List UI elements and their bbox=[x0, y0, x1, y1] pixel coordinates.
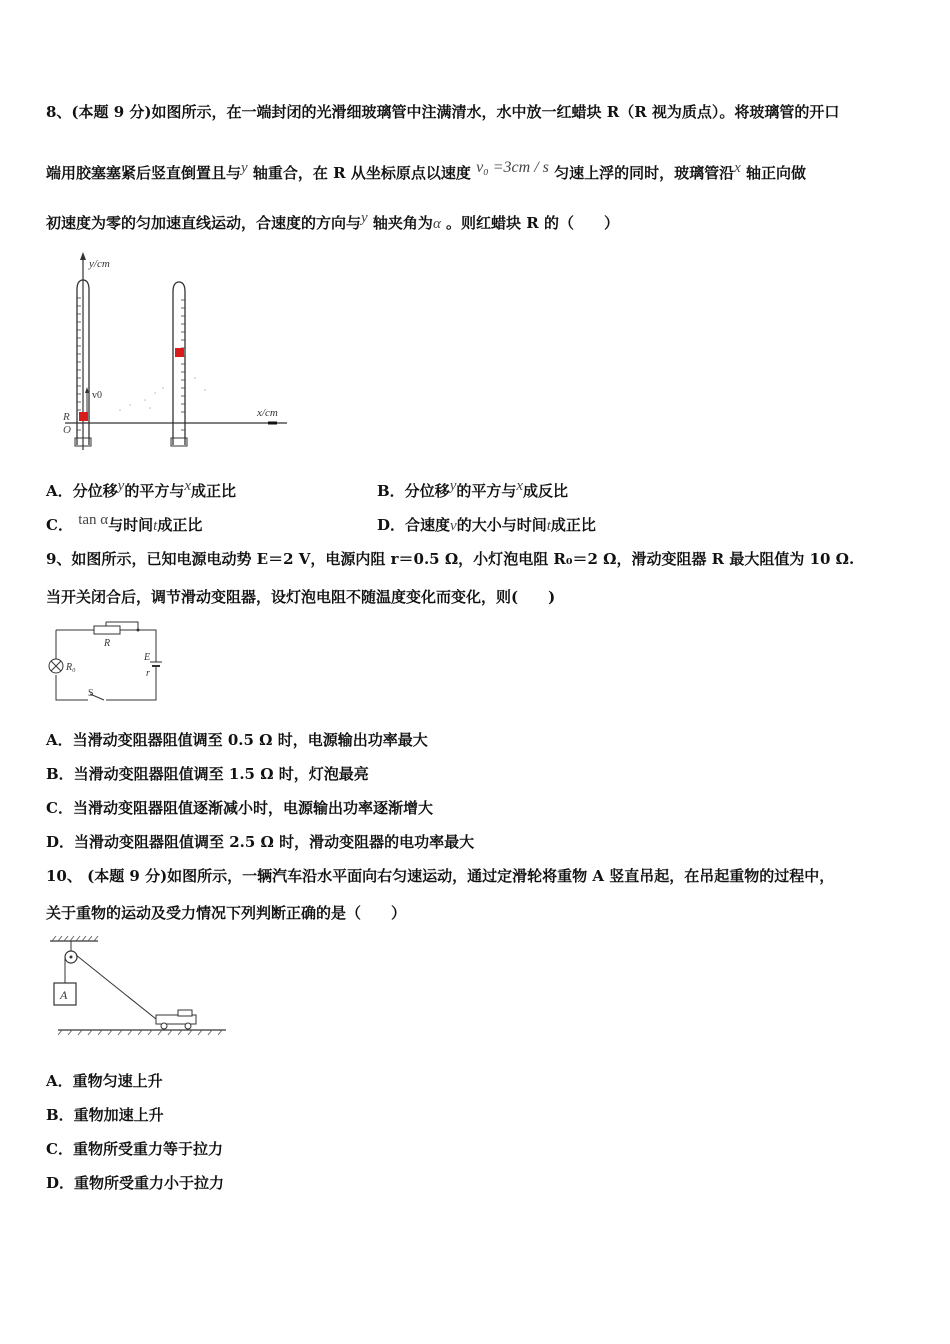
option-text: 成正比 bbox=[550, 516, 596, 534]
rheostat-label: R bbox=[104, 638, 111, 649]
q8-math-v0: v₀ =3cm / s bbox=[476, 159, 549, 176]
switch-label: S bbox=[88, 688, 94, 699]
q8-option-b[interactable] bbox=[377, 478, 569, 502]
emf-label: E bbox=[144, 652, 151, 663]
ceiling-hatch bbox=[52, 936, 98, 941]
q8-text: 轴夹角为 bbox=[372, 214, 433, 232]
q8-text: 轴重合，在 R 从坐标原点以速度 bbox=[252, 164, 471, 182]
v0-label: v0 bbox=[92, 390, 102, 401]
q10-option-b[interactable]: B．重物加速上升 bbox=[46, 1106, 164, 1124]
option-text: 成正比 bbox=[157, 516, 203, 534]
q10-option-d[interactable]: D．重物所受重力小于拉力 bbox=[46, 1174, 225, 1192]
q8-line1: 8、(本题 9 分)如图所示，在一端封闭的光滑细玻璃管中注满清水，水中放一红蜡块 R（R 视为质点）。将玻璃管的开口 bbox=[46, 103, 840, 121]
q9-line2: 当开关闭合后，调节滑动变阻器，设灯泡电阻不随温度变化而变化，则( ) bbox=[46, 588, 556, 606]
q9-option-c[interactable]: C．当滑动变阻器阻值逐渐减小时，电源输出功率逐渐增大 bbox=[46, 799, 433, 817]
q8-math-y: y bbox=[241, 160, 248, 176]
math-v: v bbox=[450, 518, 457, 534]
q8-tube-figure bbox=[55, 250, 295, 455]
math-x: x bbox=[516, 478, 524, 494]
q8-math-alpha: α bbox=[432, 216, 441, 232]
option-text: 成正比 bbox=[191, 482, 237, 500]
q8-text: 。则红蜡块 R 的（ ） bbox=[446, 214, 619, 232]
ground-hatch bbox=[58, 1030, 222, 1035]
r-label: R bbox=[63, 411, 70, 423]
math-x: x bbox=[184, 478, 191, 494]
q8-text: 端用胶塞塞紧后竖直倒置且与 bbox=[46, 164, 242, 182]
pulley-axle bbox=[70, 956, 73, 959]
q9-circuit-figure bbox=[46, 620, 166, 706]
q10-line2: 关于重物的运动及受力情况下列判断正确的是（ ） bbox=[46, 904, 407, 922]
weight-a-label: A bbox=[60, 988, 68, 1002]
rope-slanted bbox=[76, 955, 156, 1019]
option-text: B．分位移 bbox=[377, 482, 450, 500]
car bbox=[156, 1010, 196, 1029]
glass-tube-right bbox=[171, 282, 187, 446]
lamp-label: R₀ bbox=[66, 662, 76, 673]
option-text: 的平方与 bbox=[456, 482, 517, 500]
q10-line1: 10、 (本题 9 分)如图所示，一辆汽车沿水平面向右匀速运动，通过定滑轮将重物 A 竖直吊起，在吊起重物的过程中， bbox=[46, 867, 835, 885]
q8-math-x: x bbox=[734, 160, 741, 176]
math-y: y bbox=[449, 478, 457, 494]
q10-option-a[interactable]: A．重物匀速上升 bbox=[46, 1072, 163, 1090]
q8-option-a[interactable] bbox=[46, 478, 237, 502]
q9-option-d[interactable]: D．当滑动变阻器阻值调至 2.5 Ω 时，滑动变阻器的电功率最大 bbox=[46, 833, 475, 851]
q8-text: 轴正向做 bbox=[746, 164, 807, 182]
math-y: y bbox=[117, 478, 125, 494]
option-text: 与时间 bbox=[108, 516, 154, 534]
math-t: t bbox=[153, 518, 158, 534]
q8-line3 bbox=[46, 210, 619, 234]
option-text: 的平方与 bbox=[124, 482, 185, 500]
q8-text: 初速度为零的匀加速直线运动，合速度的方向与 bbox=[46, 214, 362, 232]
option-text: C． bbox=[46, 516, 73, 534]
x-axis-label: x/cm bbox=[257, 407, 278, 419]
q8-line2 bbox=[46, 159, 807, 184]
q9-option-b[interactable]: B．当滑动变阻器阻值调至 1.5 Ω 时，灯泡最亮 bbox=[46, 765, 369, 783]
math-tan-alpha: tan α bbox=[78, 512, 109, 528]
option-text: 成反比 bbox=[523, 482, 569, 500]
y-axis-label: y/cm bbox=[89, 258, 110, 270]
q10-pulley-figure bbox=[46, 935, 231, 1040]
internal-resistance-label: r bbox=[146, 668, 150, 679]
option-text: 的大小与时间 bbox=[456, 516, 547, 534]
wax-block-end bbox=[175, 348, 184, 357]
option-text: D．合速度 bbox=[377, 516, 451, 534]
origin-label: O bbox=[63, 424, 71, 436]
q9-line1: 9、如图所示，已知电源电动势 E＝2 V，电源内阻 r＝0.5 Ω，小灯泡电阻 R₀＝2 Ω，滑动变阻器 R 最大阻值为 10 Ω. bbox=[46, 550, 855, 568]
wax-block-start bbox=[79, 412, 88, 421]
q8-text: 匀速上浮的同时，玻璃管沿 bbox=[554, 164, 735, 182]
q8-math-y: y bbox=[361, 210, 368, 226]
math-t: t bbox=[546, 518, 551, 534]
y-axis-arrow bbox=[80, 252, 86, 260]
q9-option-a[interactable]: A．当滑动变阻器阻值调至 0.5 Ω 时，电源输出功率最大 bbox=[46, 731, 428, 749]
option-text: A．分位移 bbox=[46, 482, 118, 500]
trajectory-dots bbox=[119, 377, 206, 411]
q8-option-d[interactable] bbox=[377, 515, 596, 536]
q8-option-c[interactable] bbox=[46, 512, 203, 536]
q10-option-c[interactable]: C．重物所受重力等于拉力 bbox=[46, 1140, 223, 1158]
